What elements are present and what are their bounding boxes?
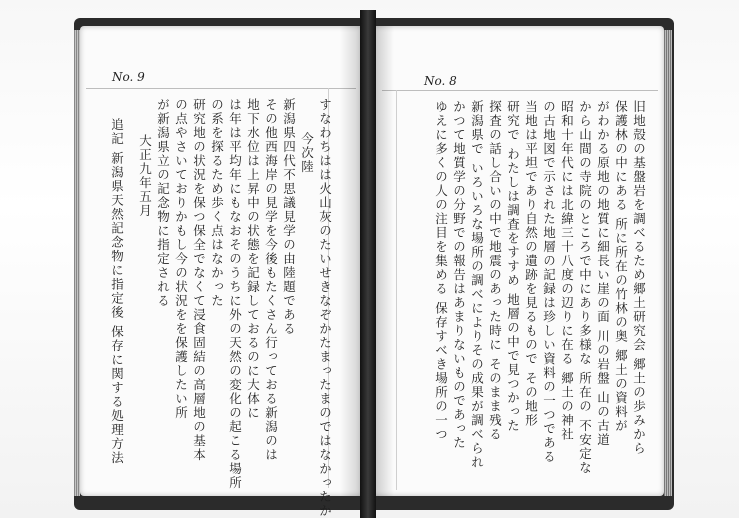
right-page-edges bbox=[664, 30, 672, 496]
right-text-column: 研究で わたしは調査をすすめ 地層の中で見つかった bbox=[505, 100, 521, 433]
left-note-column: 追記 新潟県天然記念物に指定後 保存に関する処理方法 bbox=[109, 118, 125, 465]
left-top-rule bbox=[86, 88, 356, 89]
right-text-column: 新潟県で いろいろな場所の調べによりその成果が調べられ bbox=[469, 100, 485, 470]
left-text-column: 大正九年五月 bbox=[137, 134, 153, 218]
left-text-column: が新潟県立の記念物に指定される bbox=[155, 98, 171, 308]
left-text-column: 研究地の状況を保つ保全でなくて浸食固結の高層地の基本 bbox=[191, 98, 207, 462]
gutter-shadow-left bbox=[340, 26, 362, 496]
left-page bbox=[80, 26, 362, 518]
left-text-column: その他西海岸の見学を今後もたくさん行っておる新潟のは bbox=[263, 98, 279, 462]
right-top-rule bbox=[382, 90, 658, 91]
right-text-column: がわかる原地の地質に細長い崖の面 川の岩盤 山の古道 bbox=[595, 100, 611, 447]
left-text-column: 今次陸 bbox=[299, 132, 315, 174]
right-text-column: 当地は平坦であり自然の遺跡を見るもので その地形 bbox=[523, 100, 539, 428]
right-page bbox=[372, 26, 664, 496]
right-margin-line bbox=[396, 90, 397, 490]
left-page-number: No. 9 bbox=[112, 70, 145, 84]
left-text-column: 地下水位は上昇中の状態を記録しておるのに大体に bbox=[245, 98, 261, 420]
notebook-spine bbox=[360, 10, 376, 518]
right-text-column: かつて地質学の分野での報告はあまりないものであった bbox=[451, 100, 467, 450]
right-page-number: No. 8 bbox=[424, 74, 457, 88]
right-text-column: 旧地殻の基盤岩を調べるため郷土研究会 郷土の歩みから bbox=[631, 100, 647, 456]
right-text-column: 昭和十年代には北緯三十八度の辺りに在る 郷土の神社 bbox=[559, 100, 575, 442]
right-text-column: 探査の話し合いの中で地震のあった時に そのまま残る bbox=[487, 100, 503, 442]
left-text-column: 新潟県四代不思議見学の由陸題である bbox=[281, 98, 297, 336]
left-text-column: の系を探るため歩く点はなかった bbox=[209, 98, 225, 308]
right-text-column: の古地図で示された地層の記録は珍しい資料の一つである bbox=[541, 100, 557, 464]
right-text-column: 保護林の中にある 所に所在の竹林の奥 郷土の資料が bbox=[613, 100, 629, 433]
right-text-column: から山間の寺院のところで中にあり多様な 所在の 不安定な bbox=[577, 100, 593, 475]
left-text-column: は年は平均年にもなおそのうちに外の天然の変化の起こる場所 bbox=[227, 98, 243, 490]
left-text-column: すなわちはは火山灰のたいせきなぞかたまったまのではなかったか bbox=[317, 98, 333, 518]
gutter-shadow-right bbox=[376, 26, 394, 496]
right-text-column: ゆえに多くの人の注目を集める 保存すべき場所の一つ bbox=[433, 100, 449, 442]
left-text-column: の点やさいておりかもし今の状況をを保護したい所 bbox=[173, 98, 189, 420]
